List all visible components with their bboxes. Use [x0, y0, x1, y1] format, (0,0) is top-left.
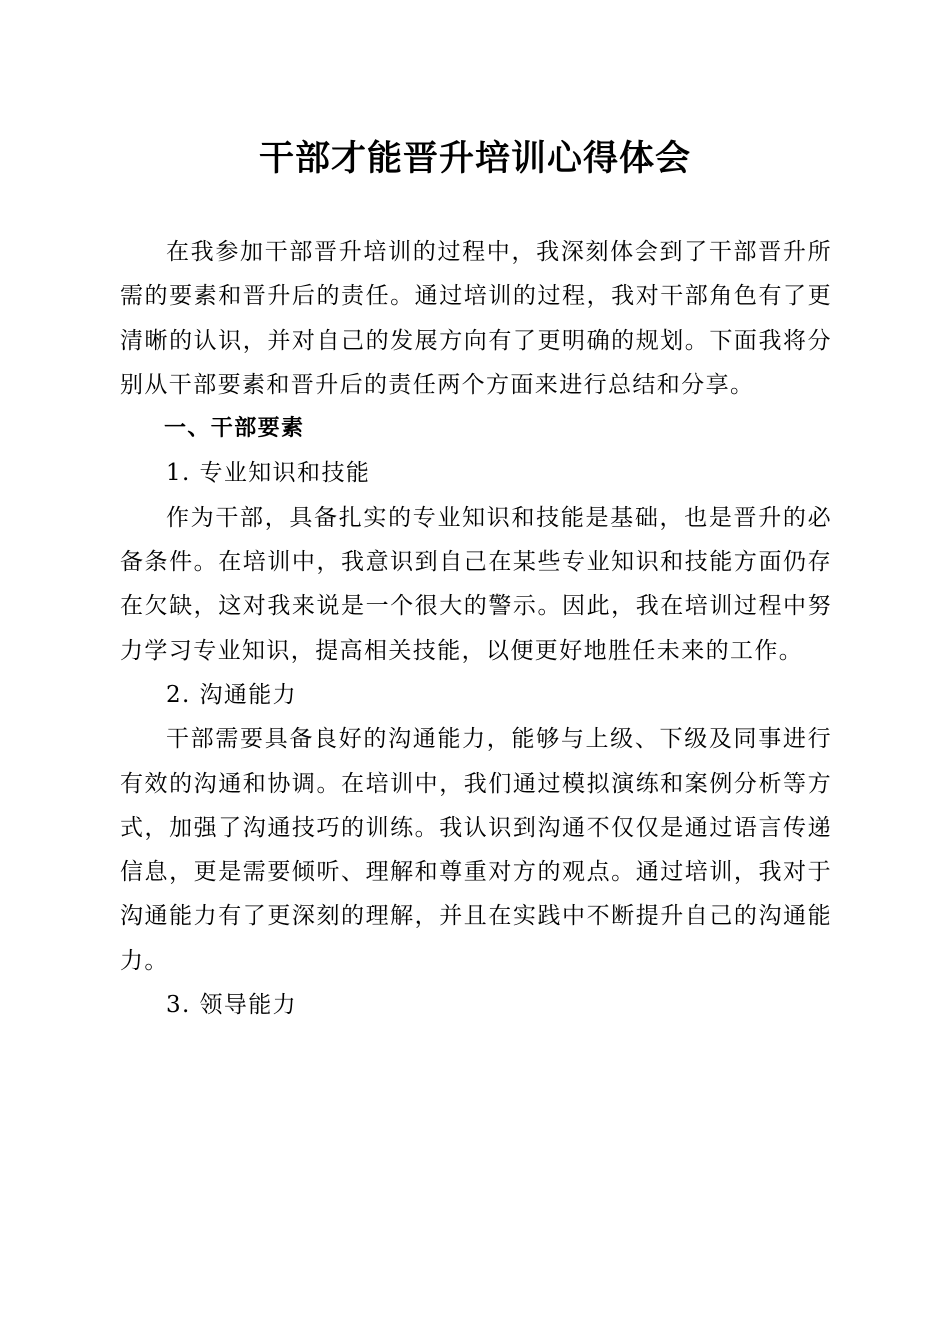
- paragraph-professional-skills: 作为干部，具备扎实的专业知识和技能是基础，也是晋升的必备条件。在培训中，我意识到自己在某些专业知识和技能方面仍存在欠缺，这对我来说是一个很大的警示。因此，我在培训过程中努力学习专业知识，提高相关技能，以便更好地胜任未来的工作。: [120, 504, 832, 664]
- subheading-communication: 2. 沟通能力: [166, 681, 298, 708]
- section-heading-cadre-elements: 一、干部要素: [164, 416, 305, 442]
- subheading-leadership: 3. 领导能力: [166, 992, 298, 1019]
- paragraph-communication: 干部需要具备良好的沟通能力，能够与上级、下级及同事进行有效的沟通和协调。在培训中，我们通过模拟演练和案例分析等方式，加强了沟通技巧的训练。我认识到沟通不仅仅是通过语言传递信息，更是需要倾听、理解和尊重对方的观点。通过培训，我对于沟通能力有了更深刻的理解，并且在实践中不断提升自己的沟通能力。: [120, 726, 832, 974]
- intro-paragraph: 在我参加干部晋升培训的过程中，我深刻体会到了干部晋升所需的要素和晋升后的责任。通过培训的过程，我对干部角色有了更清晰的认识，并对自己的发展方向有了更明确的规划。下面我将分别从干部要素和晋升后的责任两个方面来进行总结和分享。: [120, 239, 832, 398]
- document-title: 干部才能晋升培训心得体会: [258, 138, 691, 179]
- subheading-professional-skills: 1. 专业知识和技能: [166, 460, 371, 487]
- document-body: [120, 230, 832, 1027]
